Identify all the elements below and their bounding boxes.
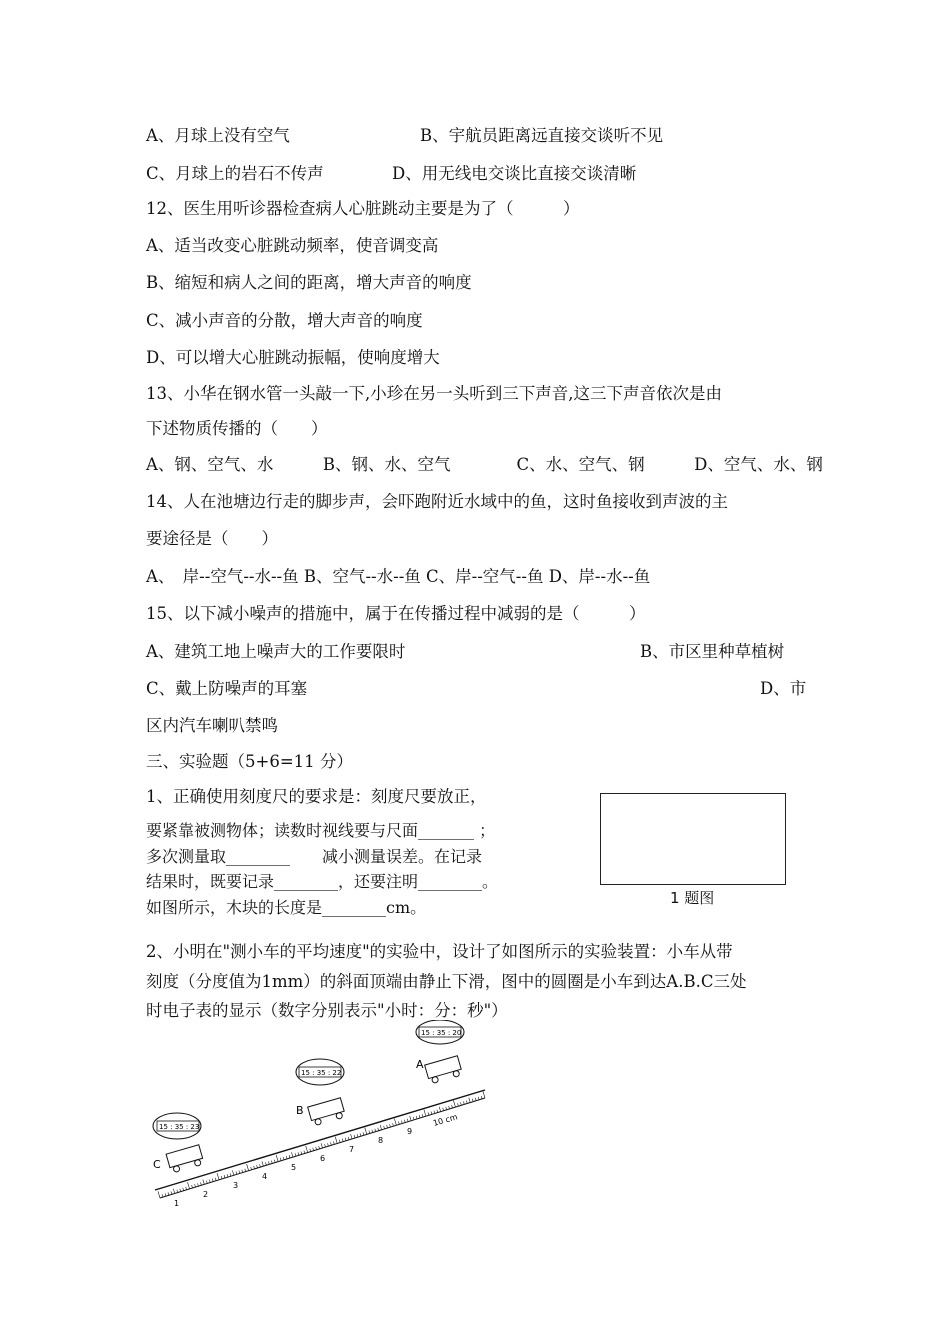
ruler-tick — [434, 1111, 435, 1114]
ruler-tick — [183, 1188, 184, 1191]
q11-option-a: A、月球上没有空气 — [146, 126, 290, 145]
cart-c — [166, 1145, 204, 1174]
ruler-tick — [378, 1128, 379, 1131]
clock-a-time: 15 : 35 : 20 — [421, 1029, 462, 1037]
ruler-tick — [301, 1151, 302, 1154]
ruler-tick — [478, 1097, 479, 1100]
ruler-tick — [232, 1170, 233, 1175]
q15-option-d-part1: D、市 — [760, 679, 807, 698]
ruler-tick — [313, 1148, 314, 1151]
ruler-tick — [171, 1191, 172, 1194]
ruler-tick — [424, 1109, 426, 1116]
ruler-tick — [390, 1124, 391, 1127]
q13-stem-line1: 13、小华在钢水管一头敲一下,小珍在另一头听到三下声音,这三下声音依次是由 — [146, 384, 722, 403]
ruler-tick — [363, 1132, 364, 1135]
ruler-tick — [375, 1129, 376, 1132]
ruler-tick — [328, 1143, 329, 1146]
incline-ruler — [155, 1090, 485, 1198]
ruler-tick — [186, 1187, 187, 1190]
ruler-tick — [416, 1116, 417, 1119]
ruler-tick — [162, 1194, 163, 1197]
ruler-tick — [335, 1137, 337, 1144]
ruler-tick — [384, 1126, 385, 1129]
ruler-tick — [265, 1162, 266, 1165]
ruler-tick — [217, 1173, 219, 1180]
ruler-tick — [481, 1096, 482, 1099]
ruler-tick — [227, 1174, 228, 1177]
cart-a-label: A — [416, 1058, 424, 1071]
ruler-tick — [298, 1152, 299, 1155]
q15-option-c: C、戴上防噪声的耳塞 — [146, 679, 308, 698]
ruler-tick — [360, 1133, 361, 1136]
ruler-tick — [268, 1161, 269, 1164]
ruler-tick — [276, 1155, 278, 1162]
ruler-tick — [192, 1185, 193, 1188]
tick-label: 6 — [320, 1154, 326, 1163]
ruler-tick — [295, 1153, 296, 1156]
ruler-tick — [230, 1173, 231, 1176]
q11-option-b: B、宇航员距离远直接交谈听不见 — [420, 126, 664, 145]
ruler-tick — [401, 1121, 402, 1124]
ruler-tick — [319, 1146, 320, 1149]
ruler-tick — [168, 1192, 169, 1195]
ruler-tick — [260, 1164, 261, 1167]
ruler-tick — [443, 1108, 444, 1111]
section3-title: 三、实验题（5+6=11 分） — [146, 752, 353, 771]
ruler-tick — [242, 1170, 243, 1173]
ruler-tick — [316, 1147, 317, 1150]
ruler-tick — [460, 1102, 461, 1105]
ruler-tick — [158, 1191, 160, 1198]
exp1-figure-caption: 1 题图 — [670, 889, 715, 907]
q12-option-d: D、可以增大心脏跳动振幅，使响度增大 — [146, 348, 440, 367]
cart-a — [425, 1056, 463, 1085]
ruler-tick — [342, 1139, 343, 1142]
ruler-tick — [472, 1099, 473, 1102]
ruler-tick — [348, 1137, 349, 1140]
tick-label: 2 — [203, 1190, 209, 1199]
ruler-tick — [333, 1141, 334, 1144]
ruler-tick — [422, 1114, 423, 1117]
q11-option-c: C、月球上的岩石不传声 — [146, 164, 324, 183]
ruler-tick — [419, 1115, 420, 1118]
ruler-tick — [449, 1106, 450, 1109]
tick-label: 7 — [349, 1145, 355, 1154]
ruler-tick — [304, 1151, 305, 1154]
ruler-tick — [198, 1183, 199, 1186]
exp1-line1: 1、正确使用刻度尺的要求是：刻度尺要放正， — [146, 787, 487, 806]
exp1-figure-box — [600, 793, 786, 885]
ruler-tick-labels — [174, 1112, 459, 1208]
ruler-tick — [404, 1120, 405, 1123]
ruler-tick — [453, 1100, 455, 1107]
clock-c-time: 15 : 35 : 23 — [159, 1123, 200, 1131]
ruler-tick — [469, 1098, 470, 1103]
exp1-line4: 结果时，既要记录________，还要注明________。 — [146, 872, 499, 891]
q13-options: A、钢、空气、水 B、钢、水、空气 C、水、空气、钢 D、空气、水、钢 — [146, 455, 823, 474]
tick-label: 4 — [262, 1172, 268, 1181]
ruler-tick — [357, 1134, 358, 1137]
ruler-tick — [380, 1125, 381, 1130]
ruler-tick — [387, 1125, 388, 1128]
ruler-tick — [206, 1181, 207, 1184]
ruler-tick — [413, 1117, 414, 1120]
tick-label: 3 — [233, 1181, 239, 1190]
ruler-tick — [257, 1165, 258, 1168]
ruler-tick — [239, 1171, 240, 1174]
ruler-tick — [310, 1149, 311, 1152]
exp2-line1: 2、小明在"测小车的平均速度"的实验中，设计了如图所示的实验装置：小车从带 — [146, 942, 733, 961]
q14-options: A、 岸--空气--水--鱼 B、空气--水--鱼 C、岸--空气--鱼 D、岸--水--鱼 — [146, 567, 651, 586]
ruler-tick — [236, 1171, 237, 1174]
tick-label: 8 — [378, 1136, 384, 1145]
q14-stem-line1: 14、人在池塘边行走的脚步声，会吓跑附近水域中的鱼，这时鱼接收到声波的主 — [146, 492, 728, 511]
ruler-tick — [195, 1184, 196, 1187]
q14-stem-line2: 要途径是（ ） — [146, 529, 278, 548]
ruler-tick — [221, 1176, 222, 1179]
q15-option-b: B、市区里种草植树 — [640, 642, 785, 661]
ruler-tick — [437, 1110, 438, 1113]
ruler-tick — [292, 1152, 293, 1157]
tick-label: 1 — [174, 1199, 180, 1208]
ruler-tick — [345, 1138, 346, 1141]
ruler-tick — [354, 1135, 355, 1138]
ruler-tick — [431, 1111, 432, 1114]
ruler-tick — [247, 1164, 249, 1171]
ruler-tick — [306, 1146, 308, 1153]
ruler-tick — [274, 1160, 275, 1163]
ruler-tick — [339, 1140, 340, 1143]
tick-label: 5 — [291, 1163, 297, 1172]
q12-option-b: B、缩短和病人之间的距离，增大声音的响度 — [146, 273, 472, 292]
q13-stem-line2: 下述物质传播的（ ） — [146, 419, 328, 438]
ruler-tick — [439, 1107, 440, 1112]
ruler-tick — [365, 1128, 367, 1135]
ruler-tick — [286, 1156, 287, 1159]
ruler-tick — [280, 1158, 281, 1161]
ruler-tick — [466, 1101, 467, 1104]
ruler-tick — [245, 1169, 246, 1172]
ruler-tick — [251, 1167, 252, 1170]
ruler-tick — [325, 1144, 326, 1147]
cart-b-label: B — [296, 1104, 304, 1117]
ruler-tick — [369, 1131, 370, 1134]
ruler-tick — [458, 1103, 459, 1106]
ruler-tick — [463, 1101, 464, 1104]
ruler-tick — [483, 1091, 485, 1098]
ruler-tick — [351, 1134, 352, 1139]
ruler-tick — [398, 1121, 399, 1124]
ruler-tick — [407, 1119, 408, 1122]
cart-c-label: C — [153, 1158, 161, 1171]
ruler-tick — [321, 1143, 322, 1148]
ruler-tick — [209, 1180, 210, 1183]
ruler-tick — [289, 1155, 290, 1158]
exp1-line5: 如图所示，木块的长度是________cm。 — [146, 898, 427, 917]
ruler-tick — [177, 1190, 178, 1193]
ruler-tick — [283, 1157, 284, 1160]
q12-option-a: A、适当改变心脏跳动频率，使音调变高 — [146, 236, 439, 255]
tick-label: 10 cm — [432, 1112, 459, 1128]
ruler-tick — [212, 1179, 213, 1182]
ruler-tick — [215, 1178, 216, 1181]
ruler-tick — [203, 1180, 204, 1185]
q15-option-a: A、建筑工地上噪声大的工作要限时 — [146, 642, 406, 661]
ruler-tick — [188, 1182, 190, 1189]
ruler-tick — [224, 1175, 225, 1178]
ruler-tick — [446, 1107, 447, 1110]
ruler-tick — [393, 1123, 394, 1126]
exp2-line3: 时电子表的显示（数字分别表示"小时：分：秒"） — [146, 1001, 508, 1020]
ruler-tick — [262, 1161, 263, 1166]
ruler-tick — [372, 1130, 373, 1133]
tick-label: 9 — [407, 1127, 413, 1136]
ruler-tick — [410, 1116, 411, 1121]
ruler-tick — [200, 1182, 201, 1185]
ruler-tick — [271, 1161, 272, 1164]
exp2-line2: 刻度（分度值为1mm）的斜面顶端由静止下滑，图中的圆圈是小车到达A.B.C三处 — [146, 972, 747, 991]
exp1-line3: 多次测量取________ 减小测量误差。在记录 — [146, 847, 483, 866]
incline-figure — [150, 1020, 490, 1210]
ruler-tick — [165, 1193, 166, 1196]
ruler-tick — [428, 1112, 429, 1115]
clock-b-time: 15 : 35 : 22 — [301, 1069, 342, 1077]
ruler-tick — [394, 1119, 396, 1126]
exp1-line2: 要紧靠被测物体；读数时视线要与尺面_______ ； — [146, 821, 496, 840]
ruler-tick — [180, 1189, 181, 1192]
ruler-tick — [475, 1098, 476, 1101]
q11-option-d: D、用无线电交谈比直接交谈清晰 — [392, 164, 637, 183]
q12-stem: 12、医生用听诊器检查病人心脏跳动主要是为了（ ） — [146, 199, 580, 218]
cart-b — [308, 1098, 346, 1127]
q12-option-c: C、减小声音的分散，增大声音的响度 — [146, 311, 423, 330]
q15-stem: 15、以下减小噪声的措施中，属于在传播过程中减弱的是（ ） — [146, 604, 646, 623]
ruler-tick — [254, 1166, 255, 1169]
ruler-tick — [173, 1189, 174, 1194]
ruler-tick — [330, 1142, 331, 1145]
q15-option-d-part2: 区内汽车喇叭禁鸣 — [146, 716, 278, 735]
ruler-tick — [452, 1105, 453, 1108]
